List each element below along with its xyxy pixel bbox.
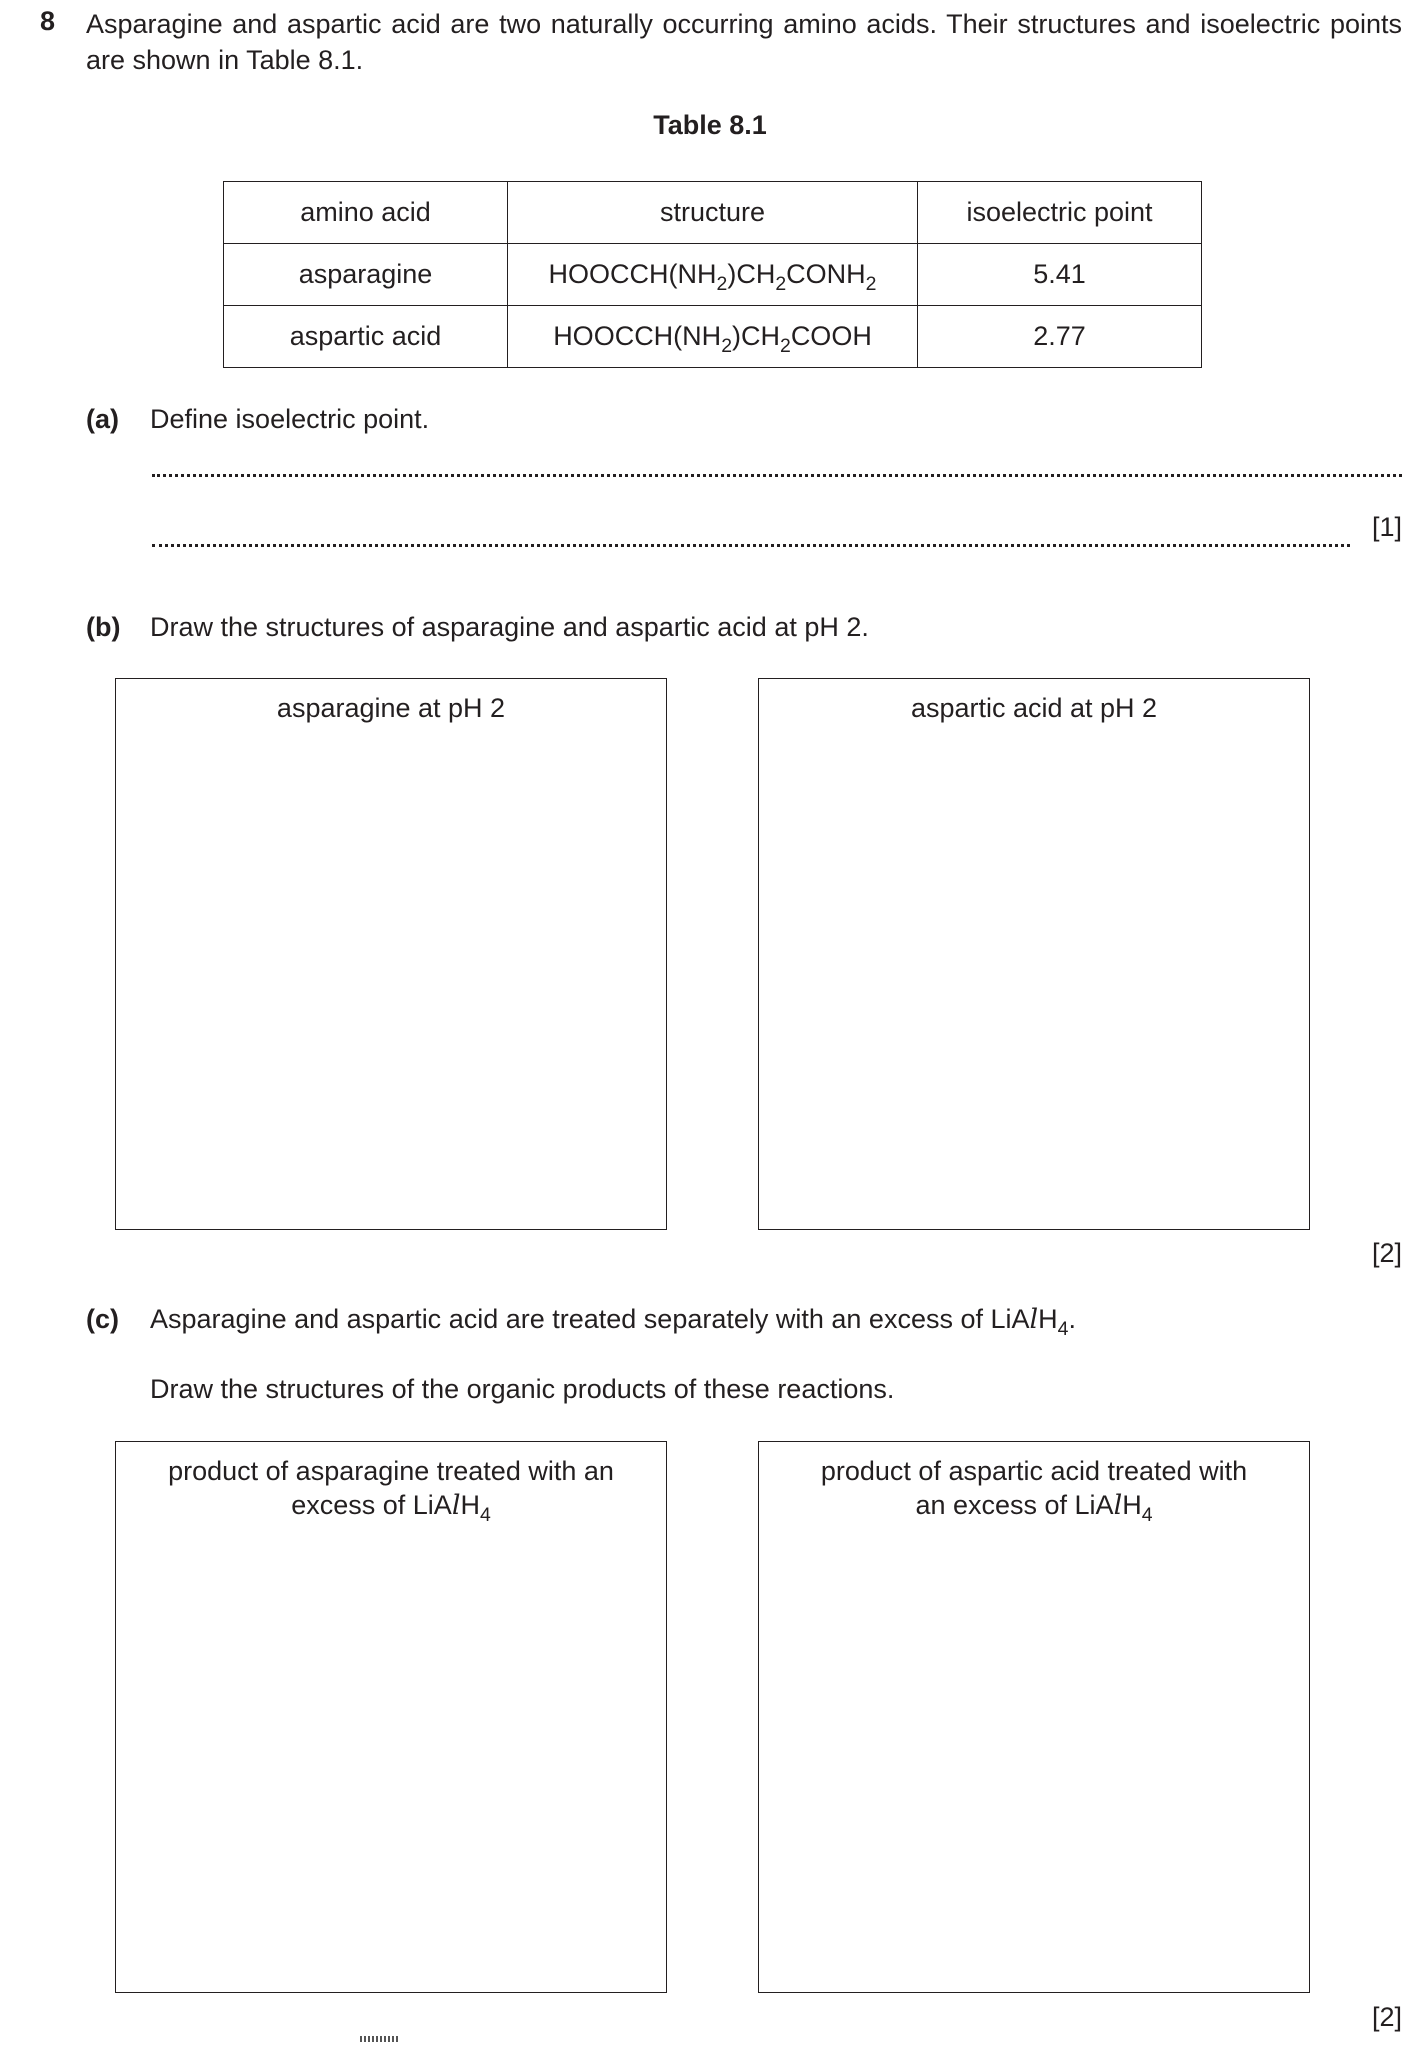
- cell-structure: $HOOCCH(NH_2)CH_2COOH$: [508, 306, 918, 368]
- box-caption: product of asparagine treated with an excess of LiAlH$_4$: [168, 1456, 614, 1526]
- scan-mark: [360, 2036, 400, 2042]
- part-a-question: Define isoelectric point.: [150, 404, 430, 434]
- aspartic-acid-product-answer-box[interactable]: [758, 1441, 1310, 1993]
- table-row: [224, 306, 1202, 368]
- cell-isoelectric-point: 2.77: [918, 306, 1202, 368]
- table-title: Table 8.1: [653, 110, 767, 140]
- answer-line-2[interactable]: [152, 544, 1350, 547]
- box-caption: aspartic acid at pH 2: [910, 693, 1158, 723]
- answer-line-1[interactable]: [152, 474, 1402, 477]
- part-c-instruction: Draw the structures of the organic products of these reactions.: [150, 1374, 895, 1404]
- box-caption: product of aspartic acid treated with an excess of LiAlH$_4$: [820, 1456, 1248, 1526]
- asparagine-product-answer-box[interactable]: [115, 1441, 667, 1993]
- asparagine-ph2-answer-box[interactable]: [115, 678, 667, 1230]
- header-structure: structure: [508, 182, 918, 244]
- part-c-marks: [2]: [1371, 2002, 1402, 2032]
- cell-isoelectric-point: 5.41: [918, 244, 1202, 306]
- cell-amino-acid: aspartic acid: [224, 306, 508, 368]
- part-c-question: Asparagine and aspartic acid are treated separately with an excess of LiAlH$_4$.: [150, 1304, 1076, 1340]
- aspartic-acid-ph2-answer-box[interactable]: [758, 678, 1310, 1230]
- cell-amino-acid: asparagine: [224, 244, 508, 306]
- part-a-marks: [1]: [1371, 512, 1402, 542]
- part-a-label: (a): [86, 404, 119, 434]
- question-number: 8: [40, 6, 56, 36]
- table-header-row: [224, 182, 1202, 244]
- part-b-marks: [2]: [1371, 1238, 1402, 1268]
- part-c-label: (c): [86, 1304, 119, 1334]
- question-intro: Asparagine and aspartic acid are two naturally occurring amino acids. Their structures and isoelectric points are shown in Table 8.1.: [86, 9, 1402, 75]
- table-row: [224, 244, 1202, 306]
- cell-structure: $HOOCCH(NH_2)CH_2CONH_2$: [508, 244, 918, 306]
- part-b-question: Draw the structures of asparagine and aspartic acid at pH 2.: [150, 612, 869, 642]
- box-caption: asparagine at pH 2: [276, 693, 506, 723]
- part-b-label: (b): [86, 612, 121, 642]
- amino-acid-table: [223, 181, 1202, 368]
- header-amino-acid: amino acid: [224, 182, 508, 244]
- header-isoelectric-point: isoelectric point: [918, 182, 1202, 244]
